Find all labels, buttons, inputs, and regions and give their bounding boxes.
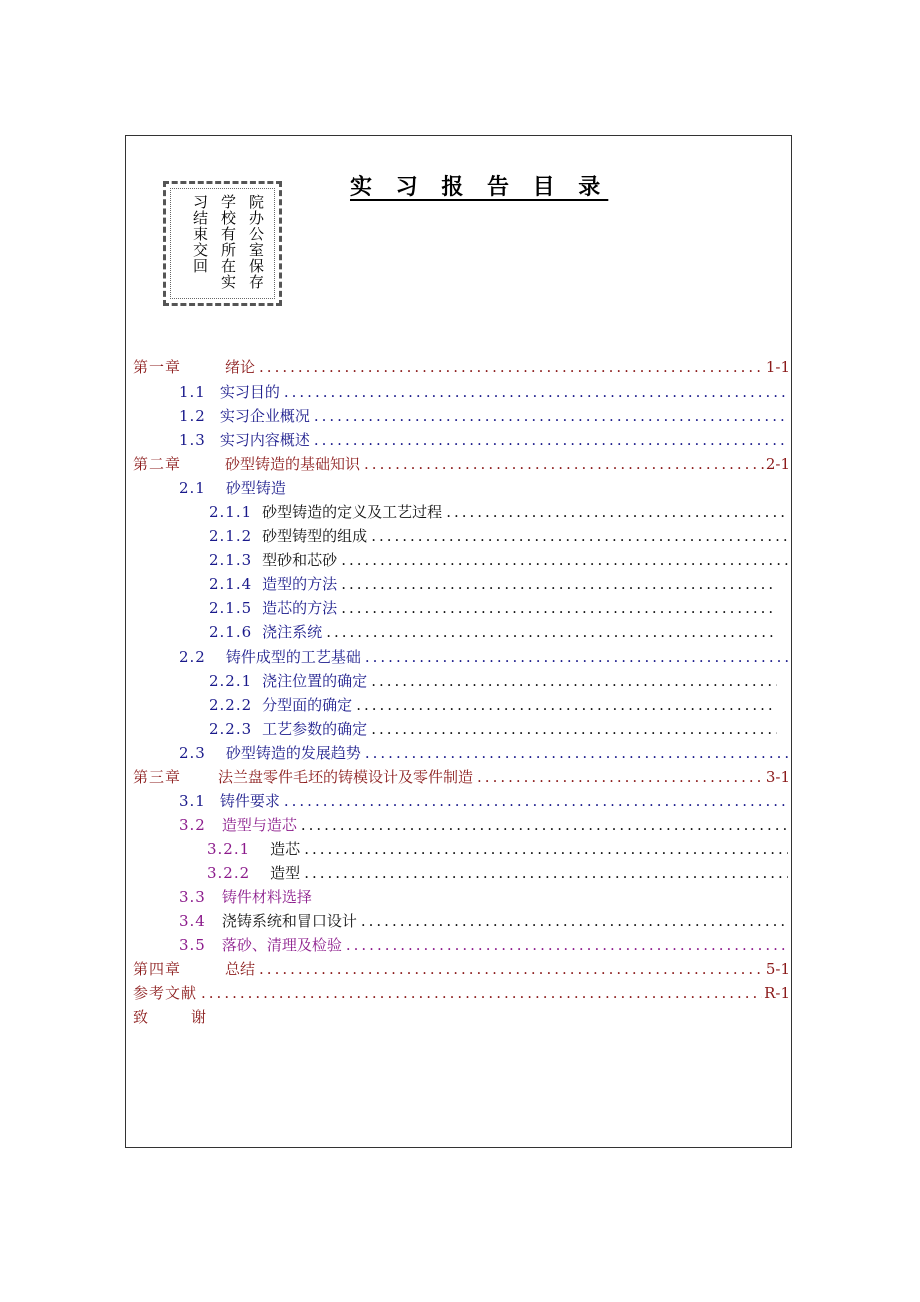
toc-leader (201, 984, 762, 1002)
toc-number: 2.2.3 (209, 720, 253, 738)
toc-number: 3.4 (179, 912, 206, 930)
toc-label: 铸件成型的工艺基础 (225, 648, 361, 666)
toc-page: 2-1 (765, 455, 790, 473)
toc-label: 法兰盘零件毛坯的铸模设计及零件制造 (218, 768, 474, 786)
toc-number: 参考文献 (133, 984, 198, 1002)
toc-label: 造型的方法 (262, 575, 338, 593)
toc-label: 浇铸系统和冒口设计 (221, 912, 357, 930)
toc-label: 实习企业概况 (219, 407, 310, 425)
toc-number: 2.1.2 (209, 527, 253, 545)
toc-section-1-2[interactable] (179, 405, 788, 427)
toc-subsection-2-1-4[interactable] (209, 573, 777, 595)
toc-number: 致 (133, 1008, 150, 1026)
toc-subsection-2-2-3[interactable] (209, 718, 777, 740)
toc-leader (371, 527, 788, 545)
toc-section-3-5[interactable] (179, 934, 788, 956)
toc-leader (304, 864, 788, 882)
toc-acknowledgements[interactable] (133, 1006, 333, 1028)
toc-label: 造芯 (270, 840, 301, 858)
toc-label: 浇注位置的确定 (262, 672, 368, 690)
toc-number: 1.2 (179, 407, 206, 425)
toc-leader (259, 960, 764, 978)
toc-label: 工艺参数的确定 (262, 720, 368, 738)
toc-leader (365, 744, 788, 762)
toc-page: R-1 (764, 984, 790, 1002)
toc-page: 5-1 (765, 960, 790, 978)
toc-leader (365, 648, 788, 666)
page-title: 实 习 报 告 目 录 (350, 174, 609, 200)
toc-label: 总结 (225, 960, 256, 978)
toc-leader (446, 503, 788, 521)
toc-label: 谢 (191, 1008, 207, 1026)
toc-number: 第二章 (133, 455, 182, 473)
toc-label: 浇注系统 (262, 623, 323, 641)
toc-section-2-1[interactable] (179, 477, 439, 499)
toc-leader (301, 816, 788, 834)
toc-number: 3.5 (179, 936, 206, 954)
toc-label: 砂型铸造的基础知识 (225, 455, 361, 473)
toc-leader (314, 407, 788, 425)
toc-leader (371, 720, 777, 738)
toc-label: 绪论 (225, 358, 256, 376)
stamp-text: 院办公室保存学校有所在实习结束交回 (191, 194, 265, 290)
toc-number: 1.3 (179, 431, 206, 449)
toc-label: 造型 (270, 864, 301, 882)
toc-number: 3.2.2 (207, 864, 251, 882)
toc-page: 1-1 (765, 358, 790, 376)
toc-label: 实习目的 (219, 383, 280, 401)
toc-chapter-4[interactable] (133, 958, 790, 980)
toc-number: 第三章 (133, 768, 182, 786)
toc-label: 铸件材料选择 (221, 888, 312, 906)
toc-section-3-3[interactable] (179, 886, 479, 908)
toc-leader (361, 912, 788, 930)
toc-label: 实习内容概述 (219, 431, 310, 449)
toc-page: 3-1 (765, 768, 790, 786)
toc-chapter-3[interactable] (133, 766, 790, 788)
toc-chapter-1[interactable] (133, 356, 790, 378)
toc-subsection-2-1-2[interactable] (209, 525, 788, 547)
toc-leader (341, 575, 777, 593)
toc-section-3-1[interactable] (179, 790, 788, 812)
toc-label: 砂型铸造的定义及工艺过程 (262, 503, 443, 521)
toc-leader (341, 551, 788, 569)
toc-section-2-2[interactable] (179, 646, 788, 668)
toc-number: 第四章 (133, 960, 182, 978)
toc-number: 2.1.3 (209, 551, 253, 569)
toc-subsection-2-1-5[interactable] (209, 597, 777, 619)
toc-label: 造芯的方法 (262, 599, 338, 617)
toc-number: 2.2.1 (209, 672, 253, 690)
toc-number: 2.1.1 (209, 503, 253, 521)
toc-section-1-1[interactable] (179, 381, 788, 403)
toc-number: 2.3 (179, 744, 206, 762)
toc-label: 落砂、清理及检验 (221, 936, 342, 954)
toc-subsection-3-2-1[interactable] (207, 838, 788, 860)
toc-leader (326, 623, 777, 641)
toc-number: 3.2.1 (207, 840, 251, 858)
toc-label: 造型与造芯 (221, 816, 297, 834)
toc-leader (477, 768, 764, 786)
toc-number: 2.1.6 (209, 623, 253, 641)
toc-label: 砂型铸造的发展趋势 (225, 744, 361, 762)
toc-subsection-2-2-1[interactable] (209, 670, 777, 692)
toc-label: 铸件要求 (219, 792, 280, 810)
toc-number: 第一章 (133, 358, 182, 376)
toc-label: 分型面的确定 (262, 696, 353, 714)
toc-leader (304, 840, 788, 858)
toc-leader (284, 383, 788, 401)
toc-leader (284, 792, 788, 810)
toc-section-3-2[interactable] (179, 814, 788, 836)
toc-leader (259, 358, 764, 376)
toc-leader (364, 455, 764, 473)
toc-number: 3.2 (179, 816, 206, 834)
toc-label: 砂型铸型的组成 (262, 527, 368, 545)
toc-label: 型砂和芯砂 (262, 551, 338, 569)
archive-stamp (163, 181, 282, 306)
toc-section-2-3[interactable] (179, 742, 788, 764)
toc-number: 2.1.4 (209, 575, 253, 593)
toc-leader (314, 431, 788, 449)
toc-subsection-2-1-3[interactable] (209, 549, 788, 571)
toc-subsection-2-1-1[interactable] (209, 501, 788, 523)
toc-number: 3.1 (179, 792, 206, 810)
toc-leader (346, 936, 788, 954)
toc-leader (371, 672, 777, 690)
toc-subsection-3-2-2[interactable] (207, 862, 788, 884)
toc-number: 1.1 (179, 383, 206, 401)
toc-leader (341, 599, 777, 617)
toc-number: 2.2.2 (209, 696, 253, 714)
toc-number: 2.1 (179, 479, 206, 497)
toc-references[interactable] (133, 982, 790, 1004)
toc-number: 3.3 (179, 888, 206, 906)
toc-leader (356, 696, 777, 714)
toc-number: 2.2 (179, 648, 206, 666)
toc-label: 砂型铸造 (225, 479, 286, 497)
toc-section-3-4[interactable] (179, 910, 788, 932)
toc-subsection-2-2-2[interactable] (209, 694, 777, 716)
toc-section-1-3[interactable] (179, 429, 788, 451)
toc-chapter-2[interactable] (133, 453, 790, 475)
toc-subsection-2-1-6[interactable] (209, 621, 777, 643)
toc-number: 2.1.5 (209, 599, 253, 617)
